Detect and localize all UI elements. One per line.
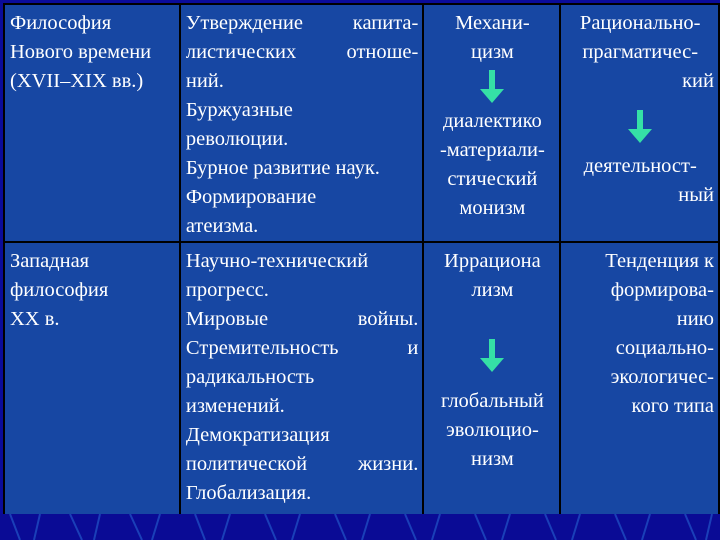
period-line: Нового времени (10, 41, 152, 63)
worldview-line: цизм (471, 41, 514, 63)
word: капита- (352, 12, 419, 34)
conditions-line: Формирование (185, 186, 317, 208)
orientation-line: социально- (615, 337, 714, 359)
period-line: Западная (10, 250, 90, 272)
word: отноше- (346, 41, 419, 63)
orientation-line: деятельност- (583, 155, 697, 177)
conditions-cell (180, 4, 424, 242)
footer-pattern (0, 514, 720, 540)
table-row-modern-era (4, 4, 719, 242)
worldview-line: Механи- (455, 12, 530, 34)
worldview-line: глобальный (440, 390, 544, 412)
period-cell (4, 242, 180, 520)
conditions-line (186, 38, 419, 67)
worldview-line: эволюцио- (445, 419, 539, 441)
word: и (407, 337, 419, 359)
worldview-cell (423, 4, 560, 242)
conditions-line: ний. (185, 70, 224, 92)
word: Мировые (185, 308, 269, 330)
orientation-line: кий (682, 70, 714, 92)
down-arrow-icon (478, 70, 506, 104)
period-line: философия (10, 279, 109, 301)
orientation-line: Рационально- (579, 12, 701, 34)
conditions-line: Демократизация (185, 424, 330, 446)
orientation-line: нию (676, 308, 714, 330)
conditions-cell (180, 242, 424, 520)
conditions-line: Бурное развитие наук. (185, 157, 380, 179)
conditions-line: прогресс. (185, 279, 269, 301)
down-arrow-icon (626, 110, 654, 144)
worldview-line: диалектико (442, 110, 542, 132)
orientation-line: экологичес- (610, 366, 714, 388)
worldview-line: Иррациона (444, 250, 541, 272)
table-row-western-20c (4, 242, 719, 520)
orientation-line: формирова- (610, 279, 714, 301)
worldview-line: лизм (471, 279, 514, 301)
word: Утверждение (185, 12, 303, 34)
orientation-cell (560, 4, 719, 242)
conditions-line (186, 450, 419, 479)
conditions-line: Буржуазные (185, 99, 293, 121)
period-cell (4, 4, 180, 242)
worldview-line: стический (447, 168, 538, 190)
conditions-line: Глобализация. (185, 482, 312, 504)
orientation-line: ный (678, 184, 714, 206)
conditions-line: радикальность (185, 366, 315, 388)
conditions-line (186, 305, 419, 334)
conditions-line (186, 334, 419, 363)
period-line: XX в. (10, 308, 60, 330)
philosophy-table (3, 3, 720, 521)
orientation-line: Тенденция к (605, 250, 714, 272)
word: Стремительность (185, 337, 339, 359)
word: листических (185, 41, 297, 63)
conditions-line: изменений. (185, 395, 285, 417)
down-arrow-icon (478, 339, 506, 373)
word: войны. (357, 308, 419, 330)
conditions-line: Научно-технический (185, 250, 369, 272)
orientation-cell (560, 242, 719, 520)
conditions-line (186, 9, 419, 38)
period-line: Философия (10, 12, 112, 34)
conditions-line: революции. (185, 128, 289, 150)
worldview-line: -материали- (439, 139, 545, 161)
word: жизни. (358, 453, 419, 475)
decorative-footer (0, 514, 720, 540)
word: политической (185, 453, 308, 475)
orientation-line: кого типа (631, 395, 714, 417)
worldview-line: монизм (459, 197, 526, 219)
orientation-line: прагматичес- (582, 41, 699, 63)
worldview-cell (423, 242, 560, 520)
worldview-line: низм (471, 448, 514, 470)
period-line: (XVII–XIX вв.) (10, 70, 144, 92)
conditions-line: атеизма. (185, 215, 259, 237)
